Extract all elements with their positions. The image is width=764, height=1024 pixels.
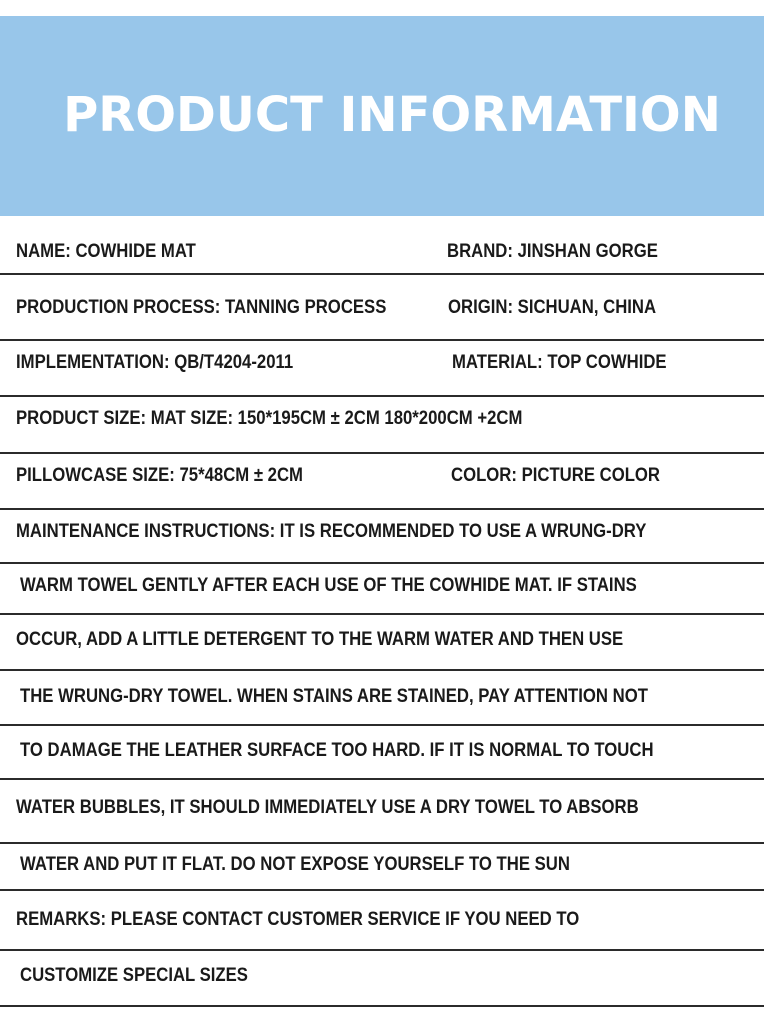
row-left-text: PILLOWCASE SIZE: 75*48CM ± 2CM bbox=[16, 465, 303, 486]
row-left-text: OCCUR, ADD A LITTLE DETERGENT TO THE WARM WATER AND THEN USE bbox=[16, 629, 624, 650]
info-row-maintenance-7 bbox=[0, 844, 764, 891]
info-row-pillowcase-color bbox=[0, 454, 764, 510]
row-left-text: PRODUCT SIZE: MAT SIZE: 150*195CM ± 2CM 180*200CM +2CM bbox=[16, 408, 523, 429]
row-right-text: COLOR: PICTURE COLOR bbox=[451, 465, 660, 486]
info-row-remarks-2 bbox=[0, 951, 764, 1007]
info-row-implementation-material bbox=[0, 341, 764, 397]
info-row-maintenance-6 bbox=[0, 780, 764, 844]
row-left-text: TO DAMAGE THE LEATHER SURFACE TOO HARD. IF IT IS NORMAL TO TOUCH bbox=[20, 740, 654, 761]
row-right-text: ORIGIN: SICHUAN, CHINA bbox=[448, 297, 657, 318]
row-left-text: WATER AND PUT IT FLAT. DO NOT EXPOSE YOURSELF TO THE SUN bbox=[20, 854, 570, 875]
header-banner bbox=[0, 16, 764, 216]
info-row-maintenance-1 bbox=[0, 510, 764, 564]
info-row-maintenance-3 bbox=[0, 615, 764, 671]
row-left-text: THE WRUNG-DRY TOWEL. WHEN STAINS ARE STAINED, PAY ATTENTION NOT bbox=[20, 686, 648, 707]
page-title: PRODUCT INFORMATION bbox=[63, 87, 721, 143]
info-row-remarks-1 bbox=[0, 891, 764, 951]
row-left-text: WARM TOWEL GENTLY AFTER EACH USE OF THE COWHIDE MAT. IF STAINS bbox=[20, 575, 637, 596]
row-left-text: NAME: COWHIDE MAT bbox=[16, 241, 196, 262]
info-row-product-size bbox=[0, 397, 764, 454]
row-left-text: REMARKS: PLEASE CONTACT CUSTOMER SERVICE IF YOU NEED TO bbox=[16, 909, 580, 930]
row-left-text: MAINTENANCE INSTRUCTIONS: IT IS RECOMMENDED TO USE A WRUNG-DRY bbox=[16, 521, 647, 542]
info-row-name-brand bbox=[0, 218, 764, 275]
info-row-maintenance-4 bbox=[0, 671, 764, 726]
row-right-text: MATERIAL: TOP COWHIDE bbox=[452, 352, 667, 373]
info-row-maintenance-5 bbox=[0, 726, 764, 780]
row-right-text: BRAND: JINSHAN GORGE bbox=[447, 241, 658, 262]
row-left-text: IMPLEMENTATION: QB/T4204-2011 bbox=[16, 352, 294, 373]
info-row-process-origin bbox=[0, 275, 764, 341]
row-left-text: WATER BUBBLES, IT SHOULD IMMEDIATELY USE A DRY TOWEL TO ABSORB bbox=[16, 797, 639, 818]
row-left-text: PRODUCTION PROCESS: TANNING PROCESS bbox=[16, 297, 387, 318]
info-row-maintenance-2 bbox=[0, 564, 764, 615]
row-left-text: CUSTOMIZE SPECIAL SIZES bbox=[20, 965, 248, 986]
